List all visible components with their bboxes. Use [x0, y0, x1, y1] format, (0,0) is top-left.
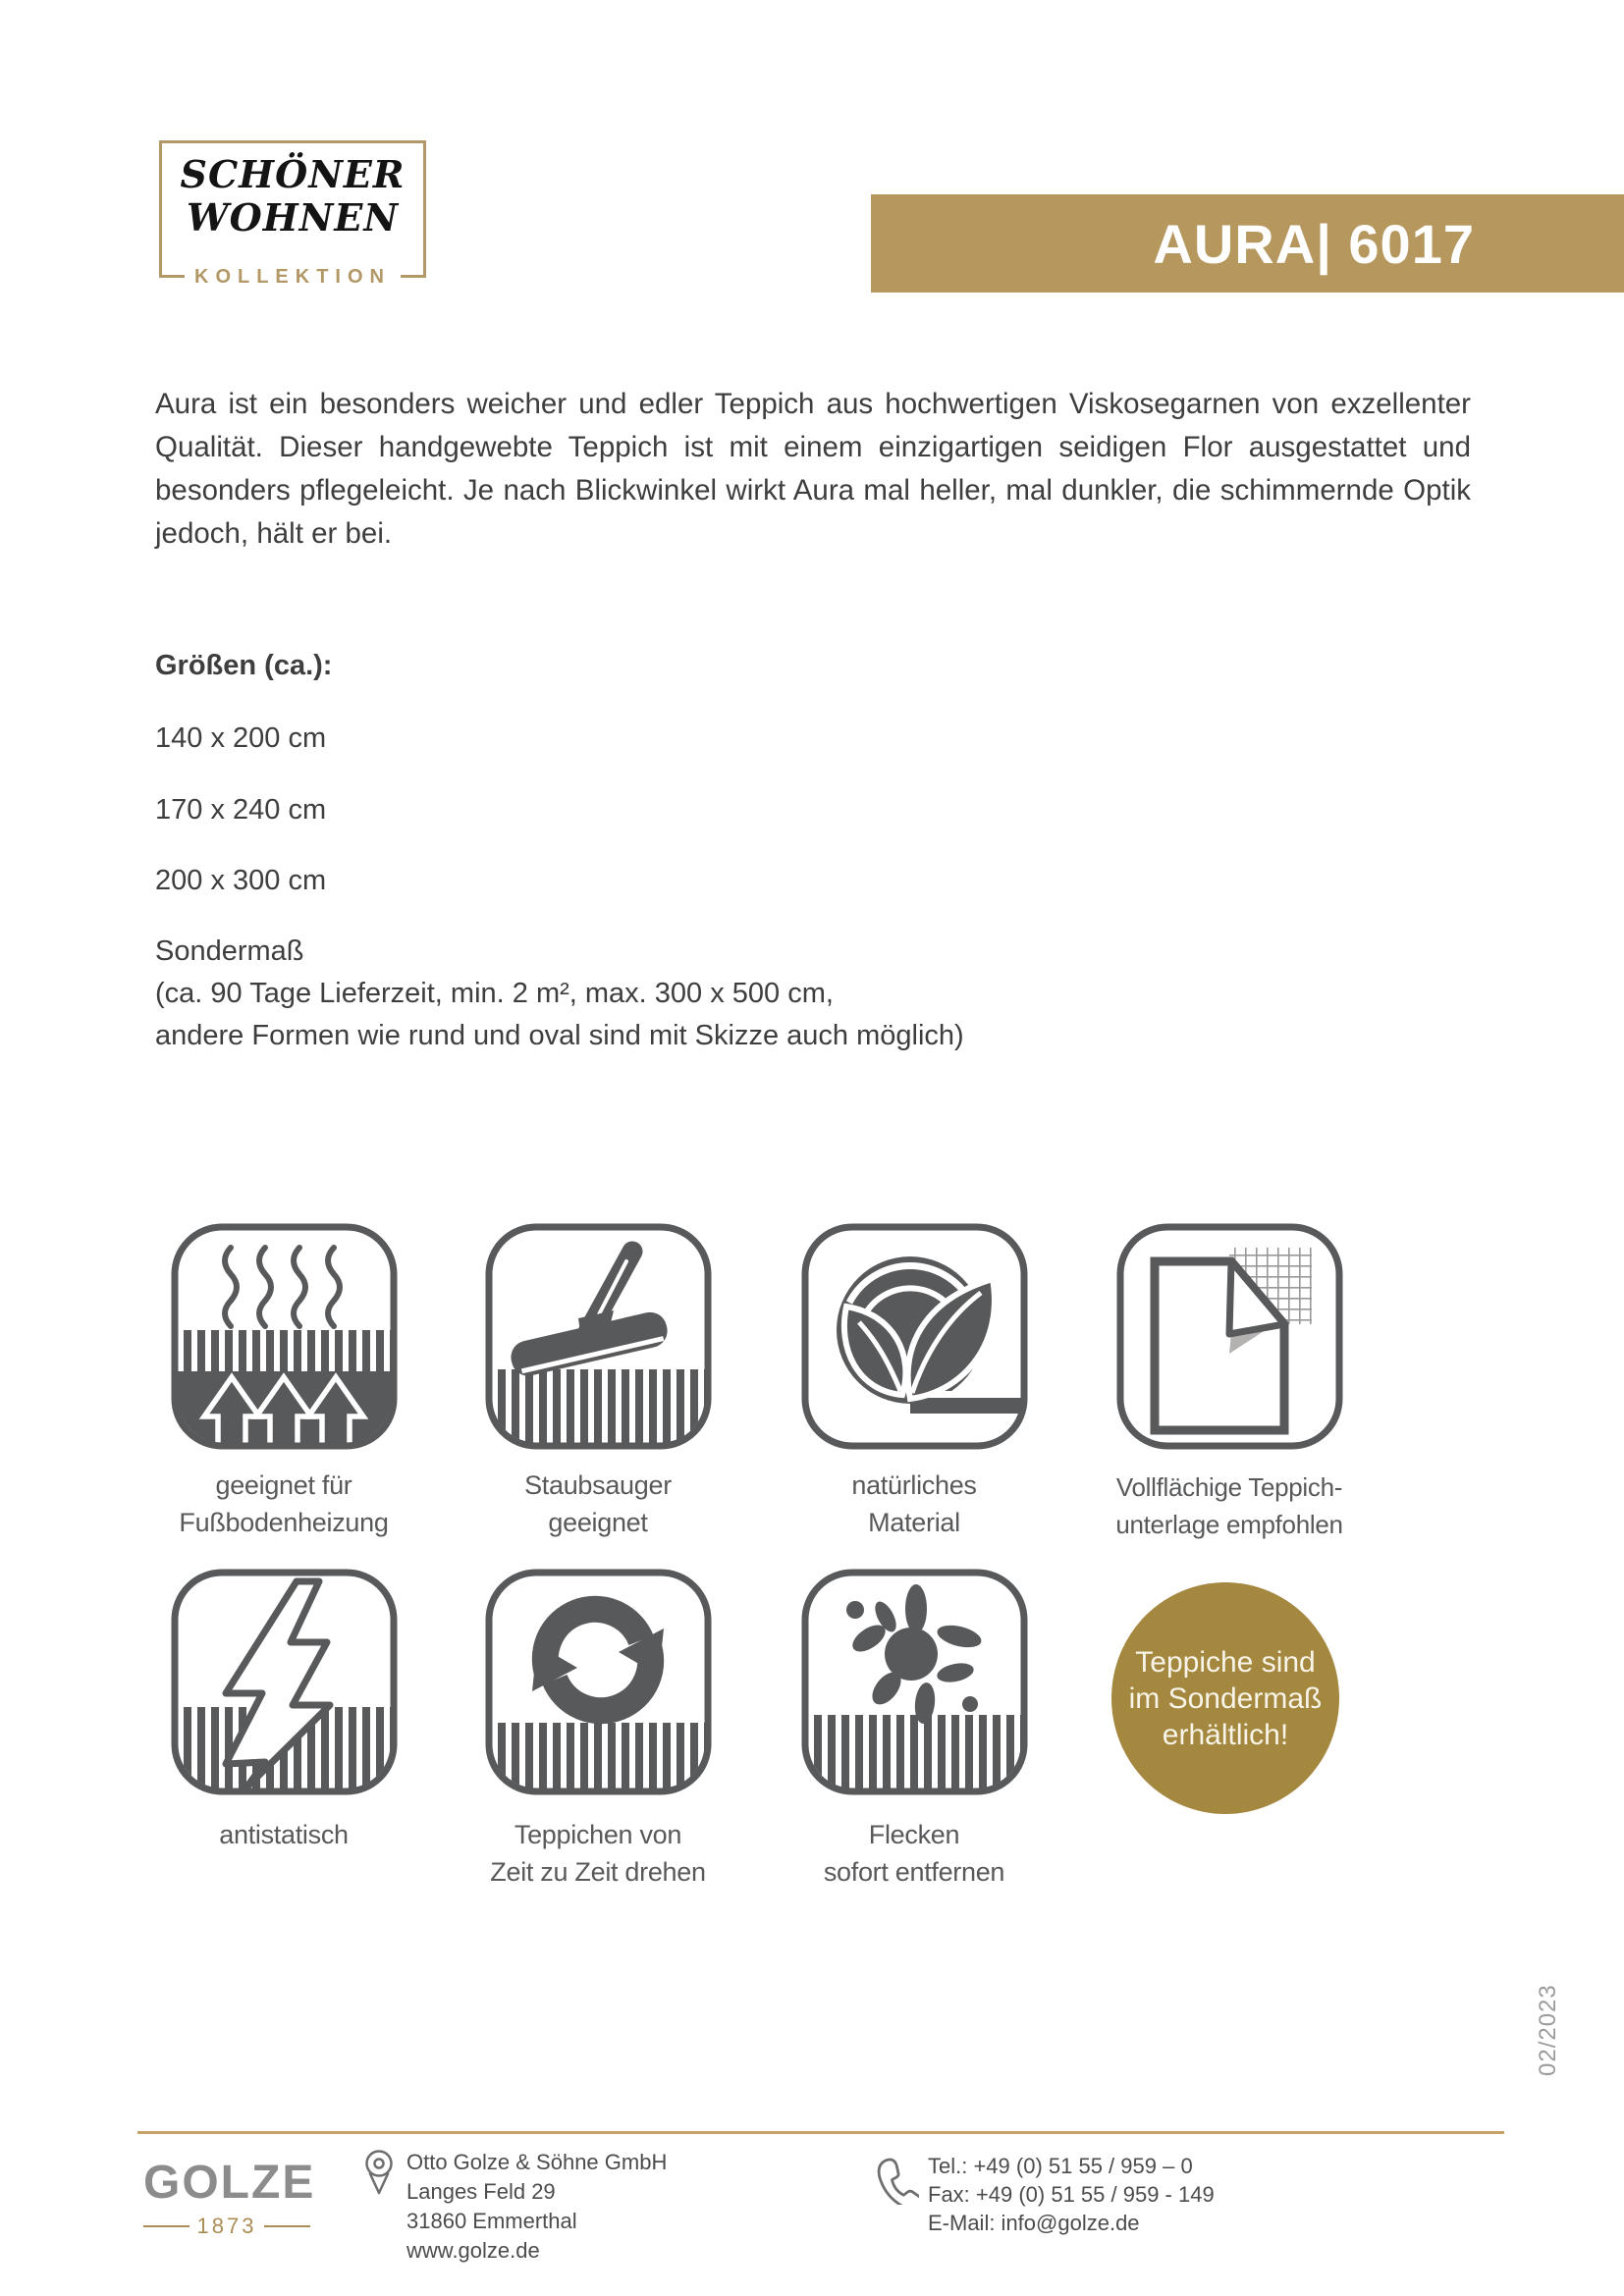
product-title-banner: [871, 194, 1624, 293]
golze-wordmark: GOLZE: [143, 2157, 316, 2209]
custom-size-line1: (ca. 90 Tage Lieferzeit, min. 2 m², max. 300 x 500 cm,: [155, 978, 834, 1009]
footer-divider: [137, 2131, 1504, 2134]
stain-removal-icon: [800, 1568, 1029, 1796]
natural-material-icon: [800, 1222, 1029, 1451]
golze-year-row: [143, 2214, 310, 2239]
logo-wordmark: [162, 153, 423, 240]
carpet-underlay-icon: [1115, 1222, 1344, 1451]
size-item: 200 x 300 cm: [155, 865, 327, 896]
company-contact: [928, 2152, 1215, 2237]
company-name: Otto Golze & Söhne GmbH: [406, 2150, 668, 2174]
feature-label: natürliches Material: [851, 1470, 977, 1537]
rotate-carpet-icon: [484, 1568, 713, 1796]
custom-size-badge: Teppiche sind im Sondermaß erhältlich!: [1111, 1582, 1339, 1814]
logo-line1: SCHÖNER: [180, 152, 406, 196]
contact-tel: Tel.: +49 (0) 51 55 / 959 – 0: [928, 2154, 1193, 2178]
dash-line: [264, 2225, 310, 2227]
golze-logo: [143, 2156, 316, 2239]
contact-email: E-Mail: info@golze.de: [928, 2211, 1140, 2235]
company-website: www.golze.de: [406, 2238, 540, 2263]
dash-line: [143, 2225, 189, 2227]
logo-subtitle: KOLLEKTION: [185, 266, 401, 289]
product-title: AURA| 6017: [1153, 212, 1475, 275]
logo-line2: WOHNEN: [186, 195, 400, 240]
contact-fax: Fax: +49 (0) 51 55 / 959 - 149: [928, 2182, 1215, 2207]
custom-size-title: Sondermaß: [155, 935, 304, 967]
sizes-heading: Größen (ca.):: [155, 650, 333, 681]
antistatic-icon: [170, 1568, 399, 1796]
feature-label: antistatisch: [219, 1820, 349, 1849]
schoener-wohnen-logo: [159, 140, 426, 288]
size-item: 140 x 200 cm: [155, 722, 327, 754]
size-item: 170 x 240 cm: [155, 794, 327, 826]
feature-label: geeignet für Fußbodenheizung: [179, 1470, 389, 1537]
company-city: 31860 Emmerthal: [406, 2209, 577, 2233]
feature-label: Flecken sofort entfernen: [823, 1820, 1005, 1887]
phone-icon: [872, 2158, 919, 2205]
product-description: Aura ist ein besonders weicher und edler Teppich aus hochwertigen Viskosegarnen von exzellenter Qualität. Dieser handgewebte Teppich ist mit einem einzigartigen seidigen Flor ausgestattet und besonders pflegeleicht. Je nach Blickwinkel wirkt Aura mal heller, mal dunkler, die schimmernde Optik jedoch, hält er bei.: [155, 388, 1471, 550]
custom-size-block: [155, 931, 964, 1057]
feature-label: Teppichen von Zeit zu Zeit drehen: [490, 1820, 706, 1887]
floor-heating-icon: [170, 1222, 399, 1451]
feature-label: Staubsauger geeignet: [524, 1470, 672, 1537]
vacuum-cleaner-icon: [484, 1222, 713, 1451]
company-street: Langes Feld 29: [406, 2179, 556, 2204]
custom-size-line2: andere Formen wie rund und oval sind mit Skizze auch möglich): [155, 1020, 964, 1051]
golze-founding-year: 1873: [196, 2214, 257, 2238]
company-address: [406, 2148, 667, 2266]
location-pin-icon: [361, 2148, 397, 2199]
edition-date: 02/2023: [1535, 1984, 1561, 2076]
feature-label: Vollflächige Teppich- unterlage empfohlen: [1115, 1472, 1343, 1539]
